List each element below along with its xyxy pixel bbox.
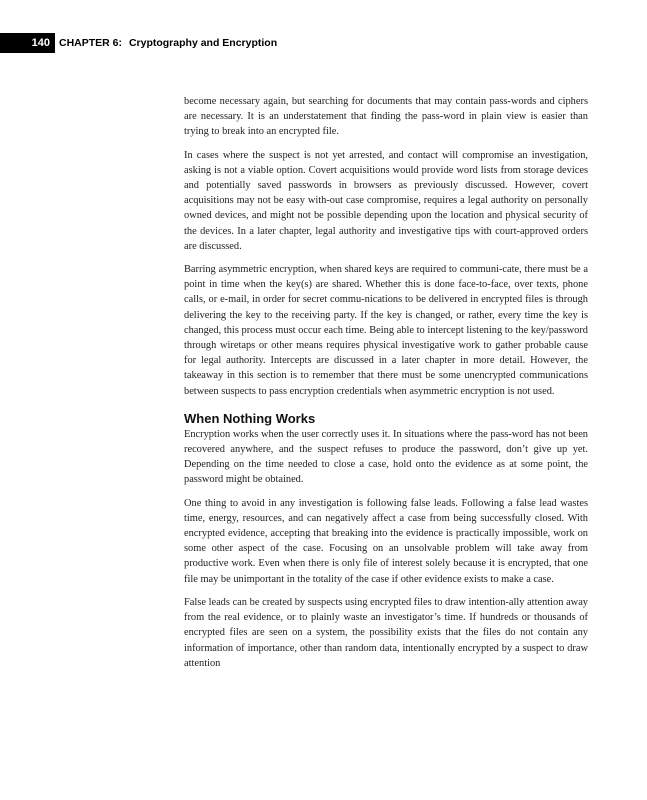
page-number: 140 xyxy=(0,33,55,53)
paragraph: False leads can be created by suspects using encrypted files to draw intention-ally attention away from the real evidence, or to plainly waste an investigator’s time. If hundreds or thousands of encrypted files are seen on a system, the possibility exists that the files do not contain any information of importance, other than random data, intentionally encrypted by a suspect to draw attention xyxy=(184,596,588,669)
paragraph: Barring asymmetric encryption, when shared keys are required to communi-cate, there must be a point in time when the key(s) are shared. Whether this is done face-to-face, over texts, phone calls, or e-mail, in order for secret commu-nications to be delivered in encrypted files is through delivering the key to the receiving party. If the key is changed, or rather, every time the key is changed, this process must occur each time. Being able to intercept listening to the key/password through wiretaps or other means requires physical investigative work to gather probable cause for legal authority. Intercepts are discussed in a later chapter in more detail. However, the takeaway in this section is to remember that there must be some unencrypted communications between suspects to pass encryption credentials when asymmetric encryption is not used. xyxy=(184,264,588,397)
paragraph: become necessary again, but searching for documents that may contain pass-words and ciphers are necessary. It is an understatement that finding the pass-word in plain view is easier than trying to break into an encrypted file. xyxy=(184,96,588,138)
section-heading: When Nothing Works xyxy=(184,410,316,426)
paragraph: Encryption works when the user correctly uses it. In situations where the pass-word has not been recovered anywhere, and the suspect refuses to produce the password, don’t give up yet. Depending on the time needed to close a case, hold onto the evidence as at some point, the password might be obtained. xyxy=(184,428,588,486)
chapter-title: Cryptography and Encryption xyxy=(128,37,278,49)
chapter-label: CHAPTER 6: xyxy=(59,37,123,49)
paragraph: One thing to avoid in any investigation is following false leads. Following a false lead wastes time, energy, resources, and can negatively affect a case from being successfully closed. With encrypted evidence, accepting that breaking into the evidence is practically impossible, work on some other aspect of the case. Focusing on an unsolvable problem will take away from productive work. Even when there is only file of interest solely because it is encrypted, that one file may be unimportant in the totality of the case if other evidence exists to make a case. xyxy=(184,497,588,585)
chapter-heading xyxy=(59,37,277,49)
paragraph: In cases where the suspect is not yet arrested, and contact will compromise an investigation, asking is not a viable option. Covert acquisitions would provide word lists from storage devices and potentially saved passwords in browsers as previously discussed. However, covert acquisitions may not be easy with-out case compromise, requires a legal authority on personally owned devices, and might not be possible depending upon the location and physical security of the devices. In a later chapter, legal authority and investigative tips with court-approved orders are discussed. xyxy=(184,149,588,252)
page-body xyxy=(184,94,588,679)
running-header xyxy=(0,33,647,53)
